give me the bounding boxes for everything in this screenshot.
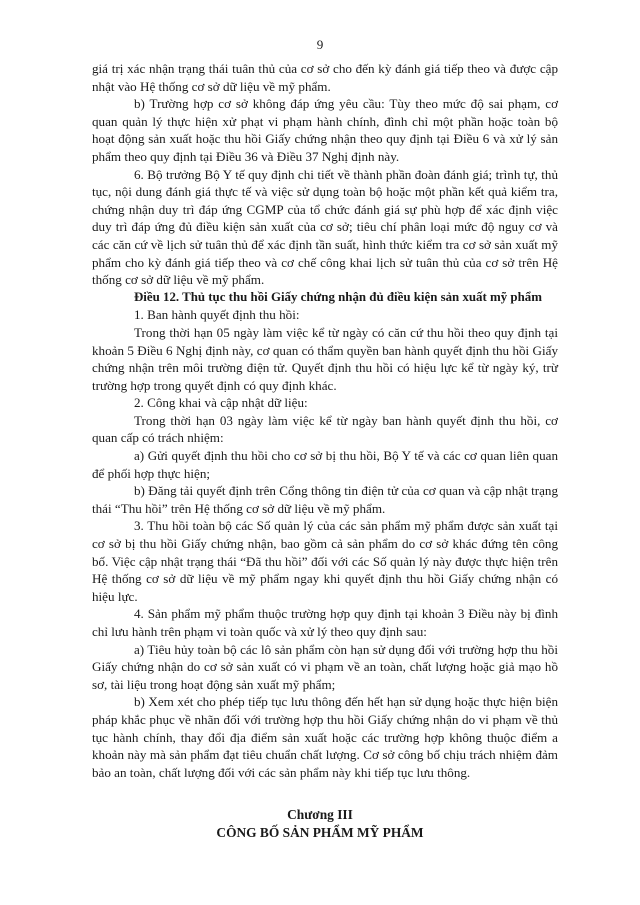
paragraph: a) Tiêu hủy toàn bộ các lô sản phẩm còn hạn sử dụng đối với trường hợp thu hồi Giấy chứng nhận do cơ sở sản xuất có vi phạm về an toàn, chất lượng hoặc giả mạo hồ sơ, tài liệu trong hoạt động sản xuất mỹ phẩm; <box>92 641 558 692</box>
chapter-number: Chương III <box>287 807 353 822</box>
chapter-title: CÔNG BỐ SẢN PHẨM MỸ PHẨM <box>216 825 424 840</box>
article-heading: Điều 12. Thủ tục thu hồi Giấy chứng nhận đủ điều kiện sản xuất mỹ phẩm <box>134 289 542 304</box>
document-body <box>92 60 558 781</box>
paragraph: giá trị xác nhận trạng thái tuân thủ của cơ sở cho đến kỳ đánh giá tiếp theo và được cập nhật vào Hệ thống cơ sở dữ liệu về mỹ phẩm. <box>92 61 558 94</box>
paragraph: 2. Công khai và cập nhật dữ liệu: <box>134 395 308 411</box>
paragraph: a) Gửi quyết định thu hồi cho cơ sở bị thu hồi, Bộ Y tế và các cơ quan liên quan để phối hợp thực hiện; <box>92 448 558 481</box>
paragraph: 1. Ban hành quyết định thu hồi: <box>134 307 300 323</box>
paragraph: Trong thời hạn 03 ngày làm việc kể từ ngày ban hành quyết định thu hồi, cơ quan cấp có trách nhiệm: <box>92 412 558 446</box>
paragraph: b) Đăng tải quyết định trên Cổng thông tin điện tử của cơ quan và cập nhật trạng thái “Thu hồi” trên Hệ thống cơ sở dữ liệu về mỹ phẩm. <box>92 483 558 516</box>
paragraph: 6. Bộ trưởng Bộ Y tế quy định chi tiết về thành phần đoàn đánh giá; trình tự, thủ tục, nội dung đánh giá thực tế và việc sử dụng toàn bộ hoặc một phần kết quả kiểm tra, chứng nhận duy trì đáp ứng CGMP của tổ chức đánh giá sự phù hợp để xác định việc duy trì đáp ứng đủ điều kiện sản xuất của cơ sở; tiêu chí phân loại mức độ nguy cơ và các căn cứ về lịch sử tuân thủ để xác định tần suất, hình thức kiểm tra cơ sở sản xuất mỹ phẩm cho kỳ đánh giá tiếp theo và cơ chế công khai lịch sử tuân thủ của cơ sở trên Hệ thống cơ sở dữ liệu về mỹ phẩm. <box>92 166 558 288</box>
paragraph: b) Xem xét cho phép tiếp tục lưu thông đến hết hạn sử dụng hoặc thực hiện biện pháp khắc phục về nhãn đối với trường hợp thu hồi Giấy chứng nhận do vi phạm về thủ tục hành chính, thay đổi địa điểm sản xuất hoặc các trường hợp không thuộc điểm a khoản này mà sản phẩm đạt tiêu chuẩn chất lượng. Cơ sở công bố chịu trách nhiệm đảm bảo an toàn, chất lượng đối với các sản phẩm này khi tiếp tục lưu thông. <box>92 694 558 780</box>
paragraph: b) Trường hợp cơ sở không đáp ứng yêu cầu: Tùy theo mức độ sai phạm, cơ quan quản lý thực hiện xử phạt vi phạm hành chính, đình chỉ một phần hoặc toàn bộ hoạt động sản xuất hoặc thu hồi Giấy chứng nhận theo quy định tại Điều 6 và xử lý sản phẩm theo quy định tại Điều 36 và Điều 37 Nghị định này. <box>92 96 558 164</box>
paragraph: 3. Thu hồi toàn bộ các Số quản lý của các sản phẩm mỹ phẩm được sản xuất tại cơ sở bị thu hồi Giấy chứng nhận, bao gồm cả sản phẩm do cơ sở khác đứng tên công bố. Việc cập nhật trạng thái “Đã thu hồi” đối với các Số quản lý này được thực hiện trên Hệ thống cơ sở dữ liệu về mỹ phẩm ngay khi quyết định thu hồi Giấy chứng nhận có hiệu lực. <box>92 518 558 604</box>
paragraph: Trong thời hạn 05 ngày làm việc kể từ ngày có căn cứ thu hồi theo quy định tại khoản 5 Điều 6 Nghị định này, cơ quan có thẩm quyền ban hành quyết định thu hồi Giấy chứng nhận trên môi trường điện tử. Quyết định thu hồi có hiệu lực kể từ ngày ký, trừ trường hợp trong quyết định có quy định khác. <box>92 324 558 393</box>
page-number: 9 <box>316 37 324 52</box>
paragraph: 4. Sản phẩm mỹ phẩm thuộc trường hợp quy định tại khoản 3 Điều này bị đình chỉ lưu hành trên phạm vi toàn quốc và xử lý theo quy định sau: <box>92 606 558 639</box>
